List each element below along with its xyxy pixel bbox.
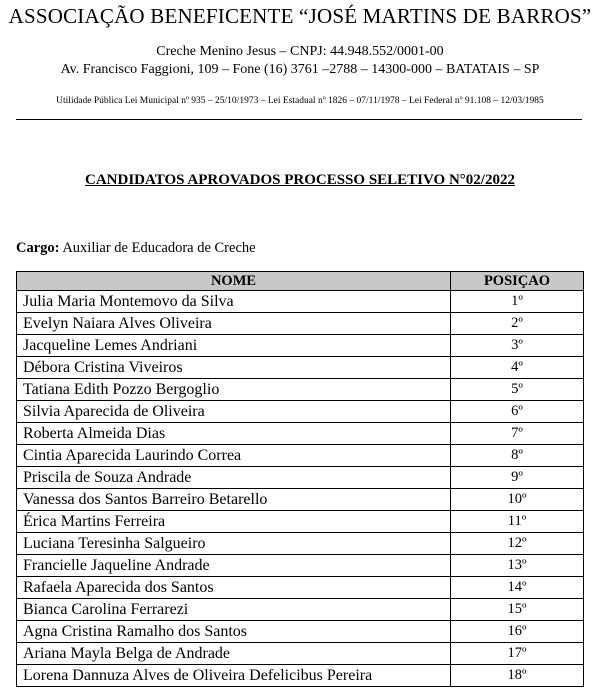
candidate-name: Roberta Almeida Dias — [17, 423, 451, 445]
candidate-position: 16º — [451, 621, 584, 643]
candidate-name: Priscila de Souza Andrade — [17, 467, 451, 489]
candidate-name: Luciana Teresinha Salgueiro — [17, 533, 451, 555]
cargo-label: Cargo: — [16, 240, 60, 256]
header-divider — [16, 119, 582, 120]
candidate-position: 13º — [451, 555, 584, 577]
candidate-position: 4º — [451, 357, 584, 379]
table-row — [17, 313, 584, 335]
table-row — [17, 357, 584, 379]
candidate-position: 11º — [451, 511, 584, 533]
public-utility-line: Utilidade Pública Lei Municipal nº 935 – 25/10/1973 – Lei Estadual nº 1826 – 07/11/1978 – Lei Federal nº 91.108 – 12/03/1985 — [56, 96, 544, 106]
table-row — [17, 423, 584, 445]
table-row — [17, 379, 584, 401]
column-header-name: NOME — [17, 272, 451, 291]
table-row — [17, 489, 584, 511]
candidate-position: 9º — [451, 467, 584, 489]
organization-info-line: Creche Menino Jesus – CNPJ: 44.948.552/0001-00 — [156, 44, 444, 59]
candidate-position: 7º — [451, 423, 584, 445]
candidate-position: 17º — [451, 643, 584, 665]
candidate-position: 2º — [451, 313, 584, 335]
candidate-name: Débora Cristina Viveiros — [17, 357, 451, 379]
organization-address-line: Av. Francisco Faggioni, 109 – Fone (16) 3761 –2788 – 14300-000 – BATATAIS – SP — [60, 62, 540, 77]
column-header-position: POSIÇAO — [451, 272, 584, 291]
candidate-name: Jacqueline Lemes Andriani — [17, 335, 451, 357]
table-row — [17, 621, 584, 643]
candidate-name: Cintia Aparecida Laurindo Correa — [17, 445, 451, 467]
table-row — [17, 291, 584, 313]
candidate-name: Francielle Jaqueline Andrade — [17, 555, 451, 577]
candidate-name: Julia Maria Montemovo da Silva — [17, 291, 451, 313]
candidate-name: Tatiana Edith Pozzo Bergoglio — [17, 379, 451, 401]
candidate-position: 5º — [451, 379, 584, 401]
table-row — [17, 467, 584, 489]
candidate-position: 14º — [451, 577, 584, 599]
candidate-position: 8º — [451, 445, 584, 467]
table-row — [17, 335, 584, 357]
candidate-position: 15º — [451, 599, 584, 621]
candidate-name: Érica Martins Ferreira — [17, 511, 451, 533]
candidate-name: Agna Cristina Ramalho dos Santos — [17, 621, 451, 643]
table-row — [17, 665, 584, 687]
table-row — [17, 401, 584, 423]
candidate-name: Vanessa dos Santos Barreiro Betarello — [17, 489, 451, 511]
cargo-line — [16, 240, 256, 257]
table-row — [17, 555, 584, 577]
candidate-name: Silvia Aparecida de Oliveira — [17, 401, 451, 423]
candidate-name: Evelyn Naiara Alves Oliveira — [17, 313, 451, 335]
table-row — [17, 643, 584, 665]
candidate-name: Rafaela Aparecida dos Santos — [17, 577, 451, 599]
table-row — [17, 599, 584, 621]
cargo-value: Auxiliar de Educadora de Creche — [62, 240, 256, 256]
candidate-name: Ariana Mayla Belga de Andrade — [17, 643, 451, 665]
table-header-row — [17, 272, 584, 291]
candidate-position: 12º — [451, 533, 584, 555]
candidate-position: 18º — [451, 665, 584, 687]
organization-title: ASSOCIAÇÃO BENEFICENTE “JOSÉ MARTINS DE BARROS” — [8, 4, 592, 28]
candidate-position: 10º — [451, 489, 584, 511]
candidate-name: Bianca Carolina Ferrarezi — [17, 599, 451, 621]
candidate-name: Lorena Dannuza Alves de Oliveira Defelicibus Pereira — [17, 665, 451, 687]
approved-candidates-table — [16, 271, 584, 687]
candidate-position: 3º — [451, 335, 584, 357]
table-row — [17, 445, 584, 467]
candidate-position: 6º — [451, 401, 584, 423]
section-title: CANDIDATOS APROVADOS PROCESSO SELETIVO N°02/2022 — [85, 172, 515, 188]
table-row — [17, 533, 584, 555]
table-row — [17, 577, 584, 599]
candidate-position: 1º — [451, 291, 584, 313]
table-row — [17, 511, 584, 533]
